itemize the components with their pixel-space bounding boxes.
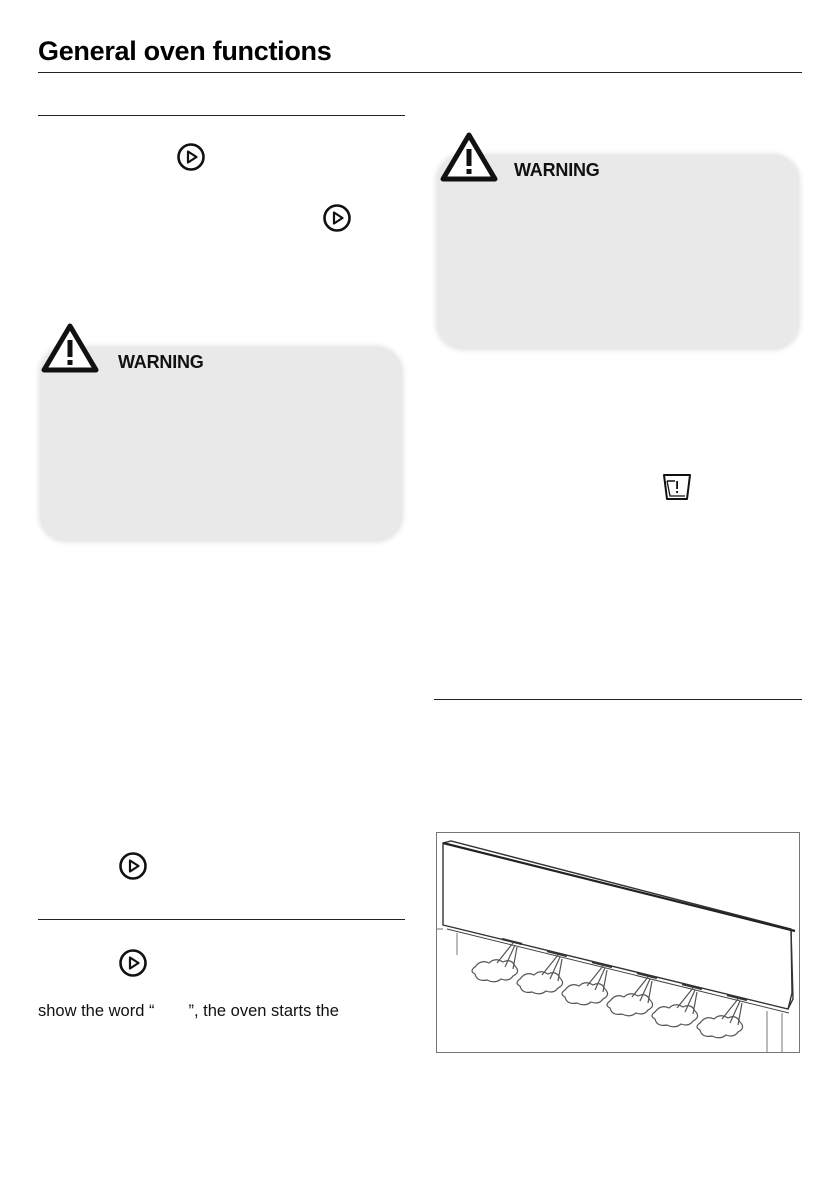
warning-box-right <box>437 155 799 349</box>
section-rule-right <box>434 699 802 700</box>
play-circle-icon <box>322 203 352 233</box>
water-tank-icon <box>661 472 693 502</box>
warning-label: WARNING <box>514 160 600 180</box>
warning-triangle-icon <box>41 323 99 373</box>
body-text-line <box>38 1002 404 1021</box>
warning-label: WARNING <box>118 352 204 372</box>
warning-box-left <box>40 347 402 541</box>
title-rule <box>38 72 802 73</box>
body-text-start: show the word “ <box>38 1002 155 1020</box>
warning-triangle-icon <box>440 132 498 182</box>
play-circle-icon <box>176 142 206 172</box>
play-circle-icon <box>118 948 148 978</box>
page-title: General oven functions <box>38 36 332 66</box>
steam-vents-illustration <box>436 832 800 1053</box>
body-text-end: ”, the oven starts the <box>188 1002 339 1020</box>
section-rule-left-bottom <box>38 919 405 920</box>
play-circle-icon <box>118 851 148 881</box>
section-rule-left-top <box>38 115 405 116</box>
